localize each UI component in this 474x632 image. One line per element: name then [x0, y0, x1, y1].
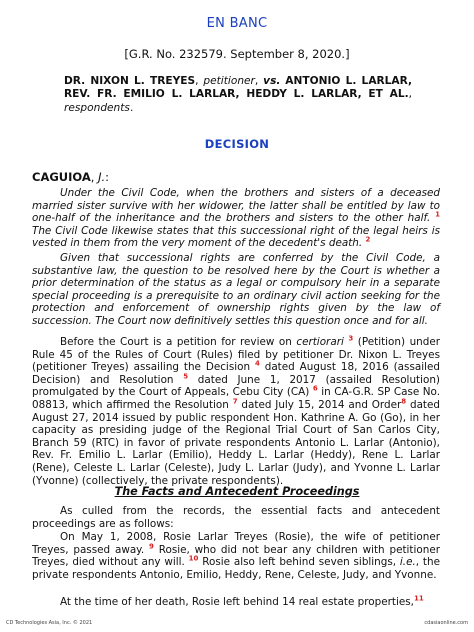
footnote-marker[interactable]: 9 — [149, 542, 154, 551]
paragraph-text: dated August 18, 2016 (assailed Decision) and Resolution — [32, 361, 440, 386]
paragraph-text: Rosie, who did not bear any children with petitioner Treyes, died without any will. — [32, 543, 440, 569]
footnote-marker[interactable]: 1 — [435, 210, 440, 219]
section-heading: The Facts and Antecedent Proceedings — [114, 485, 360, 498]
footnote-marker[interactable]: 5 — [183, 372, 189, 381]
petitioner-role: petitioner — [203, 75, 255, 87]
versus-label: vs. — [263, 75, 281, 87]
footnote-marker[interactable]: 11 — [413, 594, 424, 603]
italic-term: certiorari — [296, 336, 344, 348]
paragraph-text: At the time of her death, Rosie left behind 14 real estate properties, — [60, 596, 414, 608]
decision-title: DECISION — [204, 137, 270, 151]
paragraph-text: Before the Court is a petition for review on — [60, 336, 292, 348]
ponente-line: CAGUIOA, J.: — [32, 170, 110, 184]
paragraph-issue: Given that successional rights are conferred by the Civil Code, a substantive law, the question to be resolved here by the Court is whether a prior determination of the status as a legal or compulsory heir in a separate special proceeding is a prerequisite to an ordinary civil action seeking for the protection and enforcement of ownership rights given by the law of succession. The Court now definitively settles this question once and for all. — [32, 252, 440, 327]
footnote-marker[interactable]: 6 — [312, 384, 318, 393]
footnote-marker[interactable]: 4 — [254, 359, 260, 368]
paragraph-estate — [32, 596, 440, 609]
paragraph-text: Under the Civil Code, when the brothers and sisters of a deceased married sister survive with her widower, the latter shall be entitled by law to one-half of the inheritance and the brothers and sisters to the other half. — [32, 187, 440, 225]
paragraph-text: On May 1, 2008, Rosie Larlar Treyes (Rosie), the wife of petitioner Treyes, passed away. — [32, 531, 440, 556]
footnote-marker[interactable]: 2 — [365, 235, 371, 244]
paragraph-petition — [32, 336, 440, 487]
paragraph-text: in CA-G.R. SP Case No. 08813, which affirmed the Resolution — [32, 386, 441, 411]
paragraph-text: dated June 1, 2017 (assailed Resolution) promulgated by the Court of Appeals, Cebu City (CA) — [32, 373, 440, 399]
paragraph-text: (Petition) under Rule 45 of the Rules of Court (Rules) filed by petitioner Dr. Nixon L. Treyes (petitioner Treyes) assailing the Decision — [32, 336, 441, 374]
paragraph-text: dated July 15, 2014 and Order — [241, 398, 402, 411]
case-number-line: [G.R. No. 232579. September 8, 2020.] — [124, 47, 350, 61]
footnote-marker[interactable]: 7 — [232, 397, 238, 406]
ponente-name: CAGUIOA — [32, 170, 91, 184]
footnote-marker[interactable]: 8 — [401, 397, 407, 406]
paragraph-culled: As culled from the records, the essential facts and antecedent proceedings are as follows: — [32, 505, 440, 530]
case-parties: DR. NIXON L. TREYES, petitioner, vs. ANTONIO L. LARLAR, REV. FR. EMILIO L. LARLAR, HEDDY L. LARLAR, ET AL., respondents. — [64, 75, 412, 114]
respondents-names: ANTONIO L. LARLAR, REV. FR. EMILIO L. LARLAR, HEDDY L. LARLAR, ET AL. — [64, 75, 412, 101]
paragraph-intro — [32, 187, 440, 250]
paragraph-text: The Civil Code likewise states that this successional right of the legal heirs is vested in them from the very moment of the decedent's death. — [32, 224, 440, 250]
italic-term: i.e. — [399, 556, 416, 569]
footer-site-link[interactable]: cdasiaonline.com — [424, 620, 468, 626]
footnote-marker[interactable]: 10 — [188, 554, 199, 563]
footer-copyright: CD Technologies Asia, Inc. © 2021 — [6, 620, 93, 626]
paragraph-facts — [32, 531, 440, 581]
petitioner-name: DR. NIXON L. TREYES — [64, 75, 196, 87]
paragraph-text: dated August 27, 2014 issued by public respondent Hon. Kathrine A. Go (Go), in her capacity as presiding judge of the Regional Trial Court of San Carlos City, Branch 59 (RTC) in favor of private respondents Antonio L. Larlar (Antonio), Rev. Fr. Emilio L. Larlar (Emilio), Heddy L. Larlar (Heddy), Rene L. Larlar (Rene), Celeste L. Larlar (Celeste), Judy L. Larlar (Judy), and Yvonne L. Larlar (Yvonne) (collectively, the private respondents). — [32, 398, 440, 487]
paragraph-text: Rosie also left behind seven siblings, — [202, 556, 397, 569]
respondents-role: respondents — [64, 101, 130, 114]
ponente-title: J. — [98, 170, 106, 184]
paragraph-text: , the private respondents Antonio, Emilio, Heddy, Rene, Celeste, Judy, and Yvonne. — [32, 556, 440, 581]
court-division-heading: EN BANC — [206, 16, 268, 31]
footnote-marker[interactable]: 3 — [348, 334, 354, 343]
